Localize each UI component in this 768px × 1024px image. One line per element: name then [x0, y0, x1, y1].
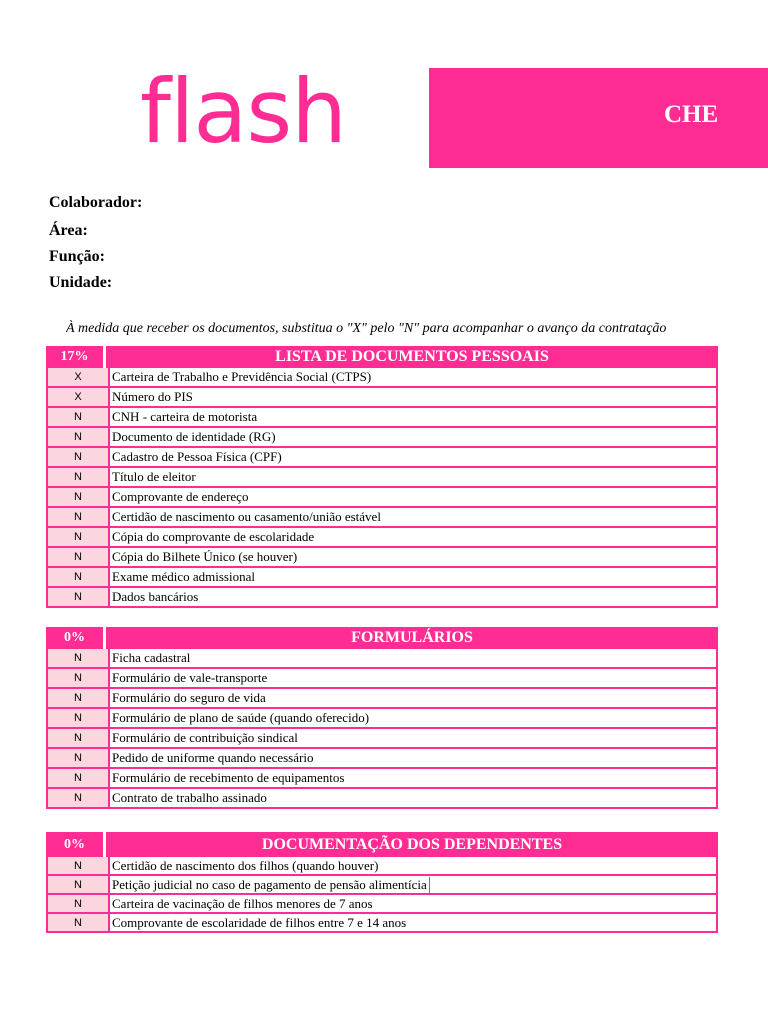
document-label: Cadastro de Pessoa Física (CPF)	[110, 448, 718, 466]
checklist-row	[46, 368, 718, 388]
status-cell[interactable]: N	[46, 895, 110, 912]
field-colaborador-label: Colaborador:	[49, 194, 143, 211]
document-label: Comprovante de escolaridade de filhos entre 7 e 14 anos	[110, 914, 718, 931]
status-cell[interactable]: N	[46, 448, 110, 466]
status-cell[interactable]: N	[46, 548, 110, 566]
checklist-row	[46, 448, 718, 468]
checklist-row	[46, 769, 718, 789]
status-cell[interactable]: N	[46, 669, 110, 687]
section-title: DOCUMENTAÇÃO DOS DEPENDENTES	[106, 832, 718, 857]
document-label: Carteira de vacinação de filhos menores de 7 anos	[110, 895, 718, 912]
status-cell[interactable]: X	[46, 388, 110, 406]
document-label: Exame médico admissional	[110, 568, 718, 586]
status-cell[interactable]: N	[46, 914, 110, 931]
status-cell[interactable]: N	[46, 729, 110, 747]
page-title: CHE	[664, 101, 719, 128]
checklist-row	[46, 548, 718, 568]
checklist-row	[46, 876, 718, 895]
status-cell[interactable]: X	[46, 368, 110, 386]
header-title-banner	[429, 68, 768, 168]
section-progress-percent: 0%	[46, 627, 106, 649]
document-label: CNH - carteira de motorista	[110, 408, 718, 426]
checklist-row	[46, 388, 718, 408]
checklist-row	[46, 508, 718, 528]
document-label: Contrato de trabalho assinado	[110, 789, 718, 807]
status-cell[interactable]: N	[46, 749, 110, 767]
status-cell[interactable]: N	[46, 769, 110, 787]
checklist-row	[46, 568, 718, 588]
section-header	[46, 346, 718, 368]
document-label: Petição judicial no caso de pagamento de pensão alimentícia	[110, 876, 718, 893]
document-label: Cópia do comprovante de escolaridade	[110, 528, 718, 546]
document-label: Cópia do Bilhete Único (se houver)	[110, 548, 718, 566]
status-cell[interactable]: N	[46, 649, 110, 667]
section-title: FORMULÁRIOS	[106, 627, 718, 649]
document-label: Documento de identidade (RG)	[110, 428, 718, 446]
checklist-row	[46, 488, 718, 508]
document-label: Formulário de recebimento de equipamentos	[110, 769, 718, 787]
document-label: Comprovante de endereço	[110, 488, 718, 506]
status-cell[interactable]: N	[46, 468, 110, 486]
checklist-row	[46, 468, 718, 488]
status-cell[interactable]: N	[46, 857, 110, 874]
section-progress-percent: 0%	[46, 832, 106, 857]
status-cell[interactable]: N	[46, 408, 110, 426]
checklist-row	[46, 588, 718, 608]
checklist-row	[46, 528, 718, 548]
document-label: Formulário do seguro de vida	[110, 689, 718, 707]
checklist-row	[46, 428, 718, 448]
checklist-row	[46, 689, 718, 709]
checklist-row	[46, 914, 718, 933]
status-cell[interactable]: N	[46, 508, 110, 526]
document-label: Certidão de nascimento ou casamento/união estável	[110, 508, 718, 526]
document-label: Ficha cadastral	[110, 649, 718, 667]
checklist-row	[46, 729, 718, 749]
status-cell[interactable]: N	[46, 528, 110, 546]
section-documentos-pessoais	[46, 346, 718, 608]
section-title: LISTA DE DOCUMENTOS PESSOAIS	[106, 346, 718, 368]
document-label: Título de eleitor	[110, 468, 718, 486]
document-label: Certidão de nascimento dos filhos (quando houver)	[110, 857, 718, 874]
status-cell[interactable]: N	[46, 789, 110, 807]
document-label: Pedido de uniforme quando necessário	[110, 749, 718, 767]
status-cell[interactable]: N	[46, 488, 110, 506]
status-cell[interactable]: N	[46, 428, 110, 446]
checklist-row	[46, 857, 718, 876]
checklist-row	[46, 895, 718, 914]
text-cursor	[429, 877, 430, 893]
section-header	[46, 832, 718, 857]
field-area-label: Área:	[49, 222, 88, 239]
document-label: Dados bancários	[110, 588, 718, 606]
checklist-row	[46, 789, 718, 809]
field-unidade-label: Unidade:	[49, 274, 113, 291]
section-progress-percent: 17%	[46, 346, 106, 368]
status-cell[interactable]: N	[46, 709, 110, 727]
status-cell[interactable]: N	[46, 588, 110, 606]
document-label: Formulário de plano de saúde (quando oferecido)	[110, 709, 718, 727]
section-documentacao-dependentes	[46, 832, 718, 933]
section-formularios	[46, 627, 718, 809]
flash-logo: flash	[140, 60, 346, 163]
checklist-row	[46, 649, 718, 669]
checklist-row	[46, 709, 718, 729]
checklist-row	[46, 408, 718, 428]
document-label: Formulário de vale-transporte	[110, 669, 718, 687]
field-funcao-label: Função:	[49, 248, 105, 265]
checklist-row	[46, 669, 718, 689]
status-cell[interactable]: N	[46, 876, 110, 893]
checklist-row	[46, 749, 718, 769]
instruction-note: À medida que receber os documentos, substitua o "X" pelo "N" para acompanhar o avanço da contratação	[66, 321, 667, 336]
status-cell[interactable]: N	[46, 568, 110, 586]
document-label: Formulário de contribuição sindical	[110, 729, 718, 747]
section-header	[46, 627, 718, 649]
document-label: Número do PIS	[110, 388, 718, 406]
status-cell[interactable]: N	[46, 689, 110, 707]
document-label: Carteira de Trabalho e Previdência Social (CTPS)	[110, 368, 718, 386]
